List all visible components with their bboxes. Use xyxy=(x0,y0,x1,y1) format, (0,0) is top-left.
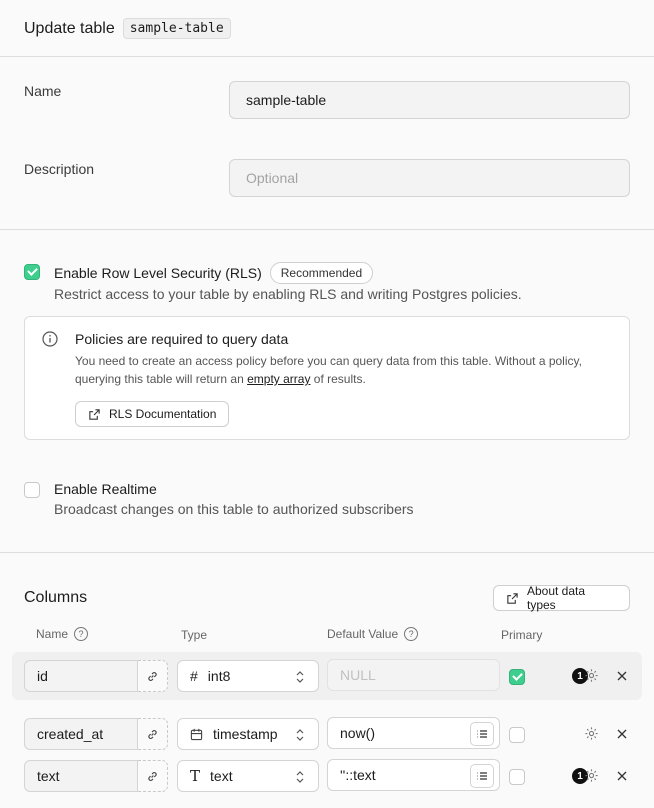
link-icon xyxy=(146,670,159,683)
column-header-default xyxy=(327,627,418,641)
default-value-input[interactable] xyxy=(327,759,500,791)
help-icon[interactable]: ? xyxy=(74,627,88,641)
column-type-value: int8 xyxy=(207,668,231,684)
gear-icon[interactable] xyxy=(584,768,599,783)
list-icon xyxy=(476,728,488,740)
column-header-primary xyxy=(501,628,542,642)
divider xyxy=(0,56,654,57)
primary-checkbox[interactable] xyxy=(509,769,525,785)
link-icon xyxy=(146,728,159,741)
close-icon[interactable] xyxy=(616,670,628,682)
text-type-icon: T xyxy=(190,767,201,785)
info-text-part: querying this table will return an xyxy=(75,372,248,386)
suggestions-button[interactable] xyxy=(470,764,494,788)
about-data-types-label: About data types xyxy=(526,584,586,612)
rls-documentation-button[interactable] xyxy=(75,401,229,427)
column-header-type xyxy=(181,628,207,642)
column-type-value: text xyxy=(210,768,233,784)
divider xyxy=(0,552,654,553)
help-icon[interactable]: ? xyxy=(404,627,418,641)
title-text: Update table xyxy=(24,19,115,37)
primary-checkbox[interactable] xyxy=(509,727,525,743)
rls-checkbox[interactable] xyxy=(24,264,40,280)
foreign-key-button[interactable] xyxy=(138,718,168,750)
name-label: Name xyxy=(24,83,62,99)
header-label: Type xyxy=(181,628,208,642)
about-data-types-button[interactable] xyxy=(493,585,630,611)
default-value-input[interactable] xyxy=(327,717,500,749)
info-title: Policies are required to query data xyxy=(75,331,289,347)
table-name-pill: sample-table xyxy=(123,18,231,39)
info-text-line-1: You need to create an access policy before you can query data from this table. Without a policy, xyxy=(75,354,582,368)
header-label: Name xyxy=(36,627,69,641)
chevron-updown-icon xyxy=(294,769,306,785)
info-text xyxy=(75,352,625,388)
column-name-input[interactable]: id xyxy=(24,660,138,692)
column-type-select[interactable] xyxy=(177,760,319,792)
info-icon xyxy=(42,331,58,347)
calendar-icon xyxy=(190,728,203,741)
column-type-select[interactable] xyxy=(177,660,319,692)
realtime-title: Enable Realtime xyxy=(54,481,157,497)
rls-info-callout xyxy=(24,316,630,440)
foreign-key-button[interactable] xyxy=(138,760,168,792)
primary-checkbox[interactable] xyxy=(509,669,525,685)
rls-title-row xyxy=(54,262,373,284)
column-name-input[interactable]: created_at xyxy=(24,718,138,750)
description-input[interactable]: Optional xyxy=(229,159,630,197)
rls-title: Enable Row Level Security (RLS) xyxy=(54,265,262,281)
realtime-checkbox[interactable] xyxy=(24,482,40,498)
header-label: Default Value xyxy=(327,627,399,641)
chevron-updown-icon xyxy=(294,669,306,685)
column-header-name xyxy=(36,627,88,641)
empty-array-link[interactable]: empty array xyxy=(247,372,311,386)
foreign-key-button[interactable] xyxy=(138,660,168,692)
settings-count-badge: 1 xyxy=(572,768,588,784)
column-type-value: timestamp xyxy=(213,726,278,742)
close-icon[interactable] xyxy=(616,728,628,740)
close-icon[interactable] xyxy=(616,770,628,782)
gear-icon[interactable] xyxy=(584,668,599,683)
external-link-icon xyxy=(88,408,101,421)
suggestions-button[interactable] xyxy=(470,722,494,746)
rls-documentation-label: RLS Documentation xyxy=(109,407,217,421)
page-title xyxy=(24,18,231,39)
external-link-icon xyxy=(506,592,519,605)
rls-description: Restrict access to your table by enabling RLS and writing Postgres policies. xyxy=(54,286,522,302)
description-label: Description xyxy=(24,161,95,177)
default-value-text: ''::text xyxy=(340,767,376,783)
list-icon xyxy=(476,770,488,782)
info-text-line-2 xyxy=(75,370,625,388)
header-label: Primary xyxy=(501,628,543,642)
info-text-part: of results. xyxy=(310,372,366,386)
settings-count-badge: 1 xyxy=(572,668,588,684)
default-value-input[interactable]: NULL xyxy=(327,659,500,691)
default-value-text: now() xyxy=(340,725,376,741)
gear-icon[interactable] xyxy=(584,726,599,741)
link-icon xyxy=(146,770,159,783)
recommended-badge: Recommended xyxy=(270,262,373,284)
column-type-select[interactable] xyxy=(177,718,319,750)
divider xyxy=(0,229,654,230)
columns-title: Columns xyxy=(24,589,88,606)
realtime-description: Broadcast changes on this table to authorized subscribers xyxy=(54,501,414,517)
column-name-input[interactable]: text xyxy=(24,760,138,792)
hash-icon: # xyxy=(190,668,198,684)
chevron-updown-icon xyxy=(294,727,306,743)
name-input[interactable]: sample-table xyxy=(229,81,630,119)
